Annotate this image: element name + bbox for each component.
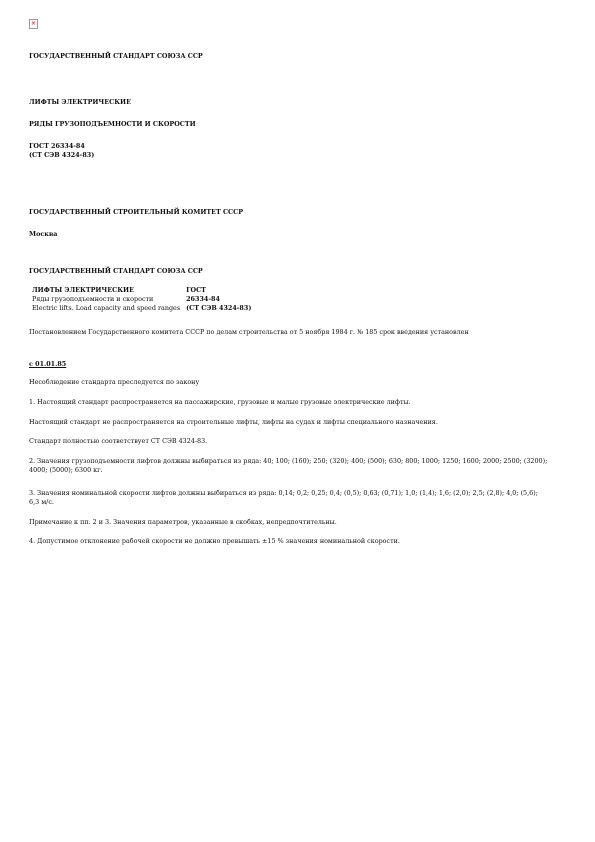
paragraph-scope-exclusion: Настоящий стандарт не распространяется на строительные лифты, лифты на судах и лифты специального назначения. xyxy=(29,418,438,426)
cover-title-line2: РЯДЫ ГРУЗОПОДЪЕМНОСТИ И СКОРОСТИ xyxy=(29,120,196,128)
table-cell: ЛИФТЫ ЭЛЕКТРИЧЕСКИЕ xyxy=(32,286,134,294)
paragraph-compliance: Стандарт полностью соответствует СТ СЭВ 4324-83. xyxy=(29,437,208,445)
table-cell: ГОСТ xyxy=(186,286,206,294)
decree-paragraph: Постановлением Государственного комитета СССР по делам строительства от 5 ноября 1984 г. № 185 срок введения установлен xyxy=(29,328,469,336)
paragraph-2-load-capacity: 2. Значения грузоподъемности лифтов должны выбираться из ряда: 40; 100; (160); 250; (320); 400; (500); 630; 800; 1000; 1250; 1600; 2000; 2500; (3200); 4000; (5000); 6300 кг. xyxy=(29,457,548,474)
cover-org-heading: ГОСУДАРСТВЕННЫЙ СТАНДАРТ СОЮЗА ССР xyxy=(29,52,203,60)
table-cell: Ряды грузоподъемности и скорости xyxy=(32,295,154,303)
cover-city: Москва xyxy=(29,230,58,238)
table-row xyxy=(30,286,255,295)
cover-title-line1: ЛИФТЫ ЭЛЕКТРИЧЕСКИЕ xyxy=(29,98,131,106)
paragraph-note: Примечание к пп. 2 и 3. Значения параметров, указанные в скобках, непредпочтительны. xyxy=(29,518,337,526)
cover-st-sev: (СТ СЭВ 4324-83) xyxy=(29,151,95,159)
prosecution-note: Несоблюдение стандарта преследуется по закону xyxy=(29,378,200,386)
standard-header-table xyxy=(30,286,255,313)
body-org-heading: ГОСУДАРСТВЕННЫЙ СТАНДАРТ СОЮЗА ССР xyxy=(29,267,203,275)
broken-image-icon: × xyxy=(30,20,37,27)
table-row xyxy=(30,295,255,304)
table-row xyxy=(30,304,255,313)
paragraph-4-tolerance: 4. Допустимое отклонение рабочей скорости не должно превышать ±15 % значения номинальной скорости. xyxy=(29,537,400,545)
effective-date: с 01.01.85 xyxy=(29,360,67,368)
table-cell: Electric lifts. Load capacity and speed ranges xyxy=(32,304,181,312)
table-cell: 26334-84 xyxy=(186,295,220,303)
cover-committee: ГОСУДАРСТВЕННЫЙ СТРОИТЕЛЬНЫЙ КОМИТЕТ СССР xyxy=(29,208,244,216)
paragraph-1: 1. Настоящий стандарт распространяется на пассажирские, грузовые и малые грузовые электрические лифты. xyxy=(29,398,411,406)
paragraph-3-speed: 3. Значения номинальной скорости лифтов должны выбираться из ряда: 0,14; 0,2; 0,25; 0,4; (0,5); 0,63; (0,71); 1,0; (1,4); 1,6; (2,0); 2,5; (2,8); 4,0; (5,6); 6,3 м/с. xyxy=(29,489,538,506)
cover-gost-number: ГОСТ 26334-84 xyxy=(29,142,85,150)
table-cell: (СТ СЭВ 4324-83) xyxy=(186,304,252,312)
